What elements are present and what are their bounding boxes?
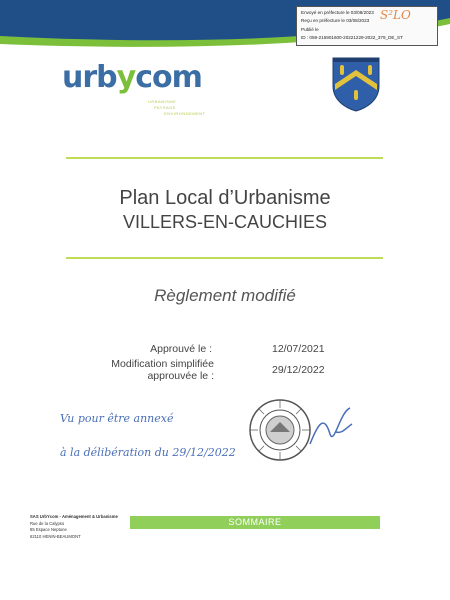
urbycom-logo xyxy=(62,60,202,95)
address-line: 85 Espace Neptune xyxy=(30,527,67,532)
logo-text-part: com xyxy=(135,60,202,95)
stamp-line: Publié le xyxy=(301,26,319,32)
coat-of-arms-icon xyxy=(331,56,381,112)
logo-text-part: y xyxy=(116,60,136,95)
prefecture-stamp xyxy=(296,6,438,46)
stamp-line: Envoyé en préfecture le 03/08/2023 xyxy=(301,10,374,15)
address-line: Rue de la Calypso xyxy=(30,520,65,526)
tagline-line: PAYSAGE xyxy=(154,105,177,110)
stamp-line: Reçu en préfecture le 03/08/2023 xyxy=(301,18,370,24)
address-line: SAS UrbYcom - Aménagement & Urbanisme xyxy=(30,514,118,519)
divider-line xyxy=(66,257,383,259)
tagline-line: URBANISME xyxy=(148,99,177,104)
section-label: SOMMAIRE xyxy=(228,517,282,527)
approval-date-value: 12/07/2021 xyxy=(272,343,325,355)
commune-name: VILLERS-EN-CAUCHIES xyxy=(122,212,328,232)
handwritten-annotation: à la délibération du 29/12/2022 xyxy=(60,446,236,459)
approval-date-label: Approuvé le : xyxy=(150,343,212,355)
municipal-seal-icon xyxy=(248,398,312,462)
modification-date-label: Modification simplifiée approuvée le : xyxy=(111,358,214,382)
document-subtitle: Règlement modifié xyxy=(154,286,296,305)
divider-line xyxy=(66,157,383,159)
handwritten-annotation: Vu pour être annexé xyxy=(60,412,174,425)
logo-text-part: urb xyxy=(62,60,117,95)
logo-tagline xyxy=(148,99,206,117)
document-title: Plan Local d’Urbanisme xyxy=(119,187,331,209)
tagline-line: ENVIRONNEMENT xyxy=(164,111,206,116)
signature-mark xyxy=(306,404,356,454)
modification-date-value: 29/12/2022 xyxy=(272,364,325,376)
stamp-signature: S²LO xyxy=(380,8,411,22)
company-address xyxy=(30,514,118,540)
address-line: 62110 HENIN-BEAUMONT xyxy=(30,533,81,539)
stamp-line: ID : 059-215901600-20221229-2022_379_DE_ST xyxy=(301,34,403,40)
